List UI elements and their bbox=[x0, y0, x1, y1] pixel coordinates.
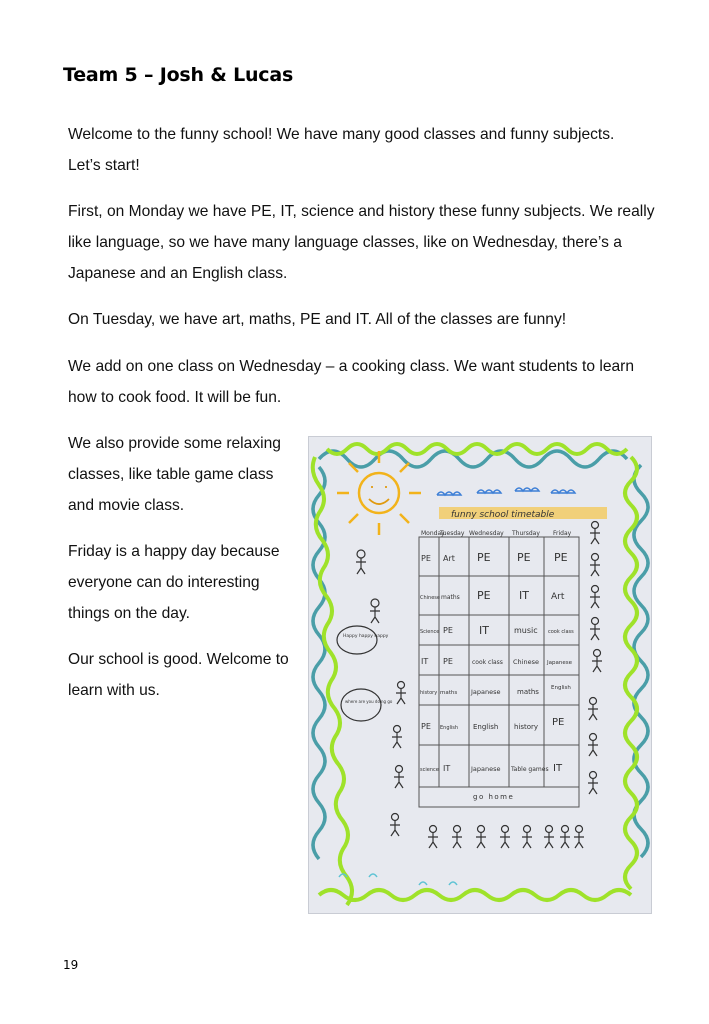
cell-r5-c2: English bbox=[473, 723, 499, 731]
cell-r2-c1: PE bbox=[443, 626, 453, 635]
cell-r1-c1: maths bbox=[441, 594, 460, 601]
cell-r5-c4: PE bbox=[552, 717, 565, 728]
cell-r6-c0: science bbox=[420, 767, 439, 773]
cell-r2-c0: Science bbox=[420, 629, 440, 635]
cell-r1-c3: IT bbox=[519, 589, 529, 602]
timetable-drawing bbox=[308, 436, 652, 914]
day-header-friday: Friday bbox=[553, 530, 572, 537]
cell-r4-c4: English bbox=[551, 685, 571, 691]
paragraph-relaxing: We also provide some relaxing classes, like table game class and movie class. bbox=[68, 435, 281, 514]
day-header-thursday: Thursday bbox=[512, 530, 540, 537]
cell-r0-c1: Art bbox=[443, 554, 455, 563]
cell-r5-c3: history bbox=[514, 723, 539, 731]
cell-r6-c3: Table games bbox=[511, 766, 549, 773]
cell-r0-c2: PE bbox=[477, 551, 491, 564]
cell-r6-c4: IT bbox=[553, 763, 563, 774]
cell-r3-c4: Japanese bbox=[547, 660, 572, 666]
cell-r3-c3: Chinese bbox=[513, 658, 539, 666]
speech-bubble-bottom bbox=[341, 689, 381, 721]
paragraph-closing: Our school is good. Welcome to learn with us. bbox=[68, 651, 289, 699]
cloud-doodles bbox=[437, 488, 575, 495]
cell-r1-c4: Art bbox=[551, 592, 565, 602]
timetable-drawing-svg bbox=[309, 437, 651, 913]
banner-text: funny school timetable bbox=[451, 510, 555, 520]
day-header-monday: Monday bbox=[421, 530, 445, 537]
ground-doodles bbox=[339, 874, 457, 885]
page-number: 19 bbox=[63, 958, 79, 972]
cell-r6-c1: IT bbox=[443, 764, 451, 773]
cell-r5-c0: PE bbox=[421, 722, 431, 731]
day-header-tuesday: Tuesday bbox=[440, 530, 465, 537]
paragraph-tuesday: On Tuesday, we have art, maths, PE and IT. All of the classes are funny! bbox=[68, 311, 567, 328]
cell-r2-c4: cook class bbox=[548, 629, 574, 635]
cell-r2-c3: music bbox=[514, 626, 538, 635]
cell-r3-c2: cook class bbox=[472, 659, 503, 666]
cell-r1-c0: Chinese bbox=[420, 595, 440, 601]
paragraph-monday: First, on Monday we have PE, IT, science and history these funny subjects. We really like language, so we have many language classes, like on Wednesday, there’s a Japanese and an English class. bbox=[68, 203, 655, 282]
cell-r6-c2: Japanese bbox=[471, 765, 501, 773]
footer-go-home: go home bbox=[473, 793, 515, 801]
cell-r5-c1: English bbox=[440, 725, 459, 731]
cell-r3-c0: IT bbox=[421, 657, 429, 666]
cell-r2-c2: IT bbox=[479, 624, 489, 637]
sun-drawing bbox=[337, 451, 421, 535]
cell-r4-c2: Japanese bbox=[471, 688, 501, 696]
cell-r0-c3: PE bbox=[517, 551, 531, 564]
day-header-wednesday: Wednesday bbox=[469, 530, 504, 537]
paragraph-friday: Friday is a happy day because everyone can do interesting things on the day. bbox=[68, 543, 280, 622]
speech-bubble-top-text: Happy happy happy bbox=[343, 634, 389, 639]
cell-r4-c1: maths bbox=[440, 690, 458, 696]
paragraph-wednesday: We add on one class on Wednesday – a cooking class. We want students to learn how to cook food. It will be fun. bbox=[68, 358, 635, 406]
cell-r0-c4: PE bbox=[554, 551, 568, 564]
speech-bubble-top bbox=[337, 626, 377, 654]
cell-r4-c3: maths bbox=[517, 688, 539, 696]
cell-r4-c0: history bbox=[420, 690, 438, 696]
cell-r0-c0: PE bbox=[421, 554, 431, 563]
page-title: Team 5 – Josh & Lucas bbox=[63, 64, 294, 86]
paragraph-intro: Welcome to the funny school! We have many good classes and funny subjects. Let’s start! bbox=[68, 126, 615, 174]
cell-r3-c1: PE bbox=[443, 657, 453, 666]
cell-r1-c2: PE bbox=[477, 589, 491, 602]
speech-bubble-bottom-text: where are you doing go bbox=[345, 699, 393, 704]
